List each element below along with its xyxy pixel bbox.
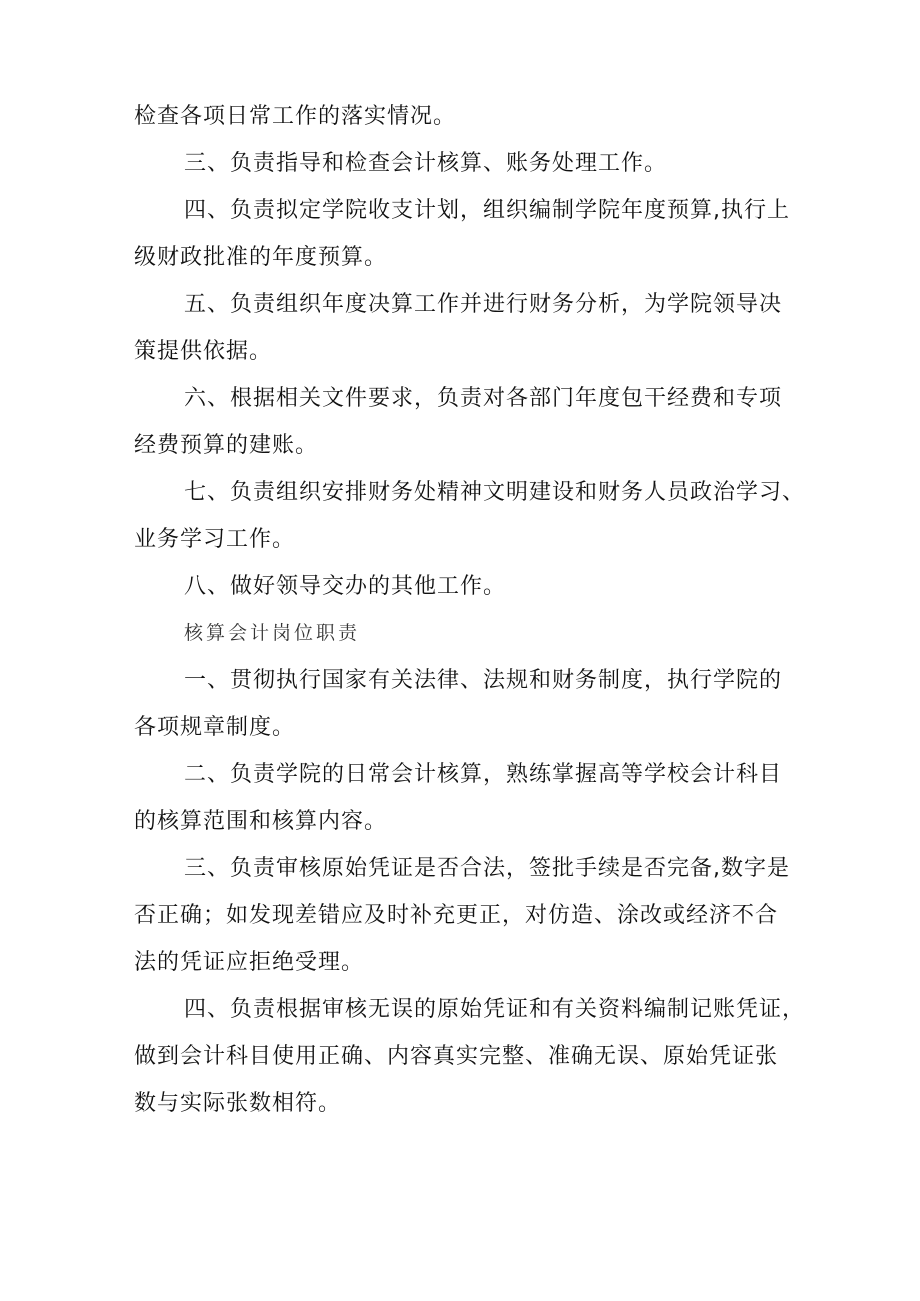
paragraph-line: 否正确；如发现差错应及时补充更正，对仿造、涂改或经济不合 (134, 903, 779, 928)
paragraph-line: 策提供依据。 (134, 339, 273, 364)
paragraph-line: 数与实际张数相符。 (134, 1091, 342, 1116)
document-body (134, 93, 804, 1127)
paragraph-line: 业务学习工作。 (134, 527, 296, 552)
paragraph-line: 四、负责拟定学院收支计划，组织编制学院年度预算,执行上 (184, 198, 790, 223)
paragraph-line: 三、负责审核原始凭证是否合法，签批手续是否完备,数字是 (184, 856, 790, 881)
paragraph-line: 的核算范围和核算内容。 (134, 809, 388, 834)
paragraph-line: 八、做好领导交办的其他工作。 (184, 574, 507, 599)
paragraph-line: 一、贯彻执行国家有关法律、法规和财务制度，执行学院的 (184, 668, 783, 693)
paragraph-line: 检查各项日常工作的落实情况。 (134, 104, 457, 129)
paragraph-line: 各项规章制度。 (134, 715, 296, 740)
paragraph-line: 经费预算的建账。 (134, 433, 319, 458)
paragraph-line: 二、负责学院的日常会计核算，熟练掌握高等学校会计科目 (184, 762, 783, 787)
paragraph-line: 六、根据相关文件要求，负责对各部门年度包干经费和专项 (184, 386, 783, 411)
paragraph-line: 五、负责组织年度决算工作并进行财务分析，为学院领导决 (184, 292, 783, 317)
paragraph-line: 法的凭证应拒绝受理。 (134, 950, 365, 975)
paragraph-line: 七、负责组织安排财务处精神文明建设和财务人员政治学习、 (184, 480, 806, 505)
paragraph-line: 级财政批准的年度预算。 (134, 245, 388, 270)
paragraph-line: 做到会计科目使用正确、内容真实完整、准确无误、原始凭证张 (134, 1044, 779, 1069)
section-heading: 核算会计岗位职责 (184, 622, 361, 644)
paragraph-line: 三、负责指导和检查会计核算、账务处理工作。 (184, 151, 668, 176)
paragraph-line: 四、负责根据审核无误的原始凭证和有关资料编制记账凭证， (184, 997, 806, 1022)
